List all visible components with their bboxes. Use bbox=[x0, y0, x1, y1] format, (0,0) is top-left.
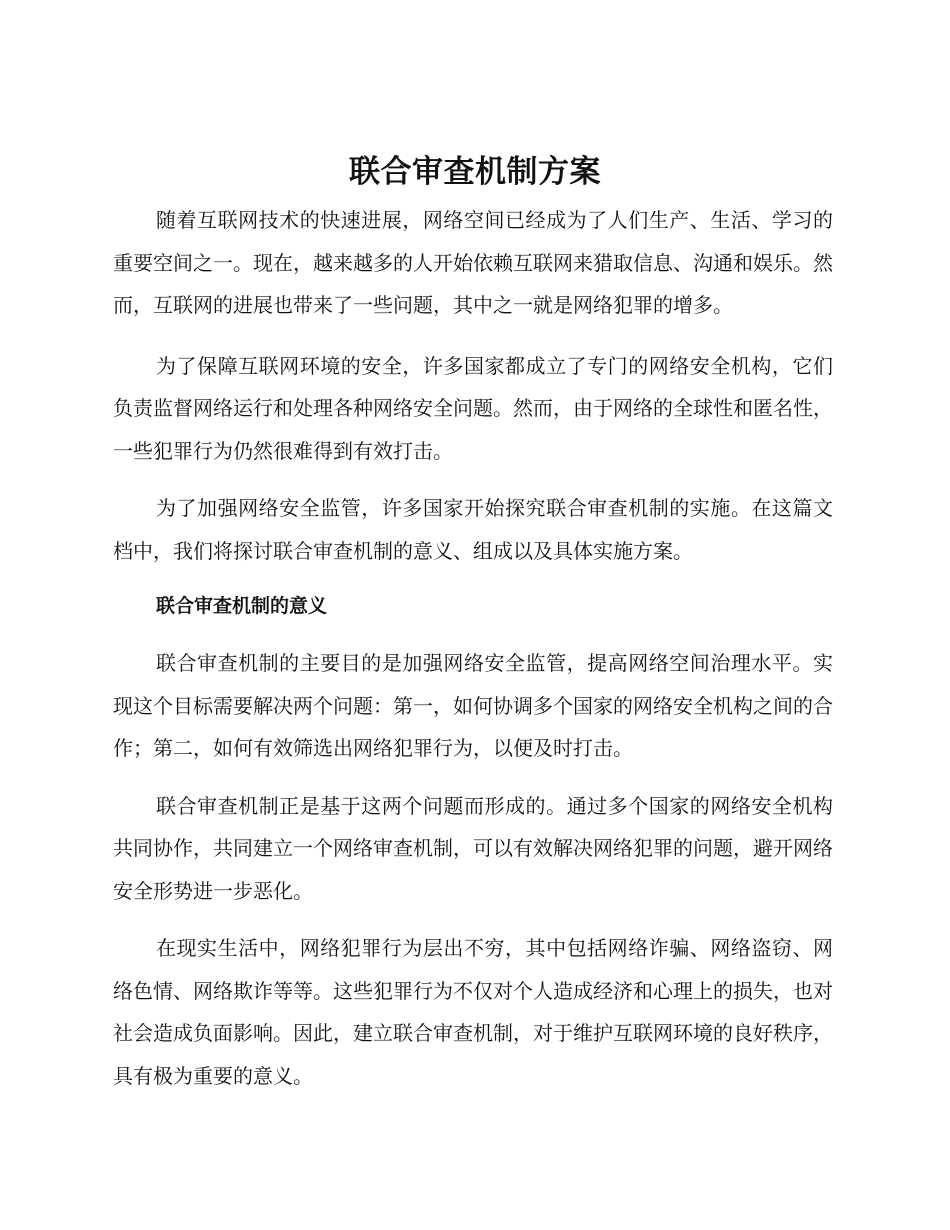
section-paragraph-3: 在现实生活中，网络犯罪行为层出不穷，其中包括网络诈骗、网络盗窃、网络色情、网络欺诈等等。这些犯罪行为不仅对个人造成经济和心理上的损失，也对社会造成负面影响。因此，建立联合审查机制，对于维护互联网环境的良好秩序，具有极为重要的意义。 bbox=[113, 936, 833, 1088]
intro-paragraph-2: 为了保障互联网环境的安全，许多国家都成立了专门的网络安全机构，它们负责监督网络运行和处理各种网络安全问题。然而，由于网络的全球性和匿名性，一些犯罪行为仍然很难得到有效打击。 bbox=[113, 353, 833, 463]
document-title: 联合审查机制方案 bbox=[349, 154, 601, 190]
section-paragraph-2: 联合审查机制正是基于这两个问题而形成的。通过多个国家的网络安全机构共同协作，共同建立一个网络审查机制，可以有效解决网络犯罪的问题，避开网络安全形势进一步恶化。 bbox=[113, 793, 833, 903]
intro-paragraph-3: 为了加强网络安全监管，许多国家开始探究联合审查机制的实施。在这篇文档中，我们将探讨联合审查机制的意义、组成以及具体实施方案。 bbox=[113, 496, 833, 563]
intro-paragraph-1: 随着互联网技术的快速进展，网络空间已经成为了人们生产、生活、学习的重要空间之一。现在，越来越多的人开始依赖互联网来猎取信息、沟通和娱乐。然而，互联网的进展也带来了一些问题，其中之一就是网络犯罪的增多。 bbox=[113, 208, 833, 317]
section-heading: 联合审查机制的意义 bbox=[156, 595, 328, 617]
document-body bbox=[113, 199, 833, 1097]
section-paragraph-1: 联合审查机制的主要目的是加强网络安全监管，提高网络空间治理水平。实现这个目标需要解决两个问题：第一，如何协调多个国家的网络安全机构之间的合作；第二，如何有效筛选出网络犯罪行为，以便及时打击。 bbox=[113, 651, 833, 760]
